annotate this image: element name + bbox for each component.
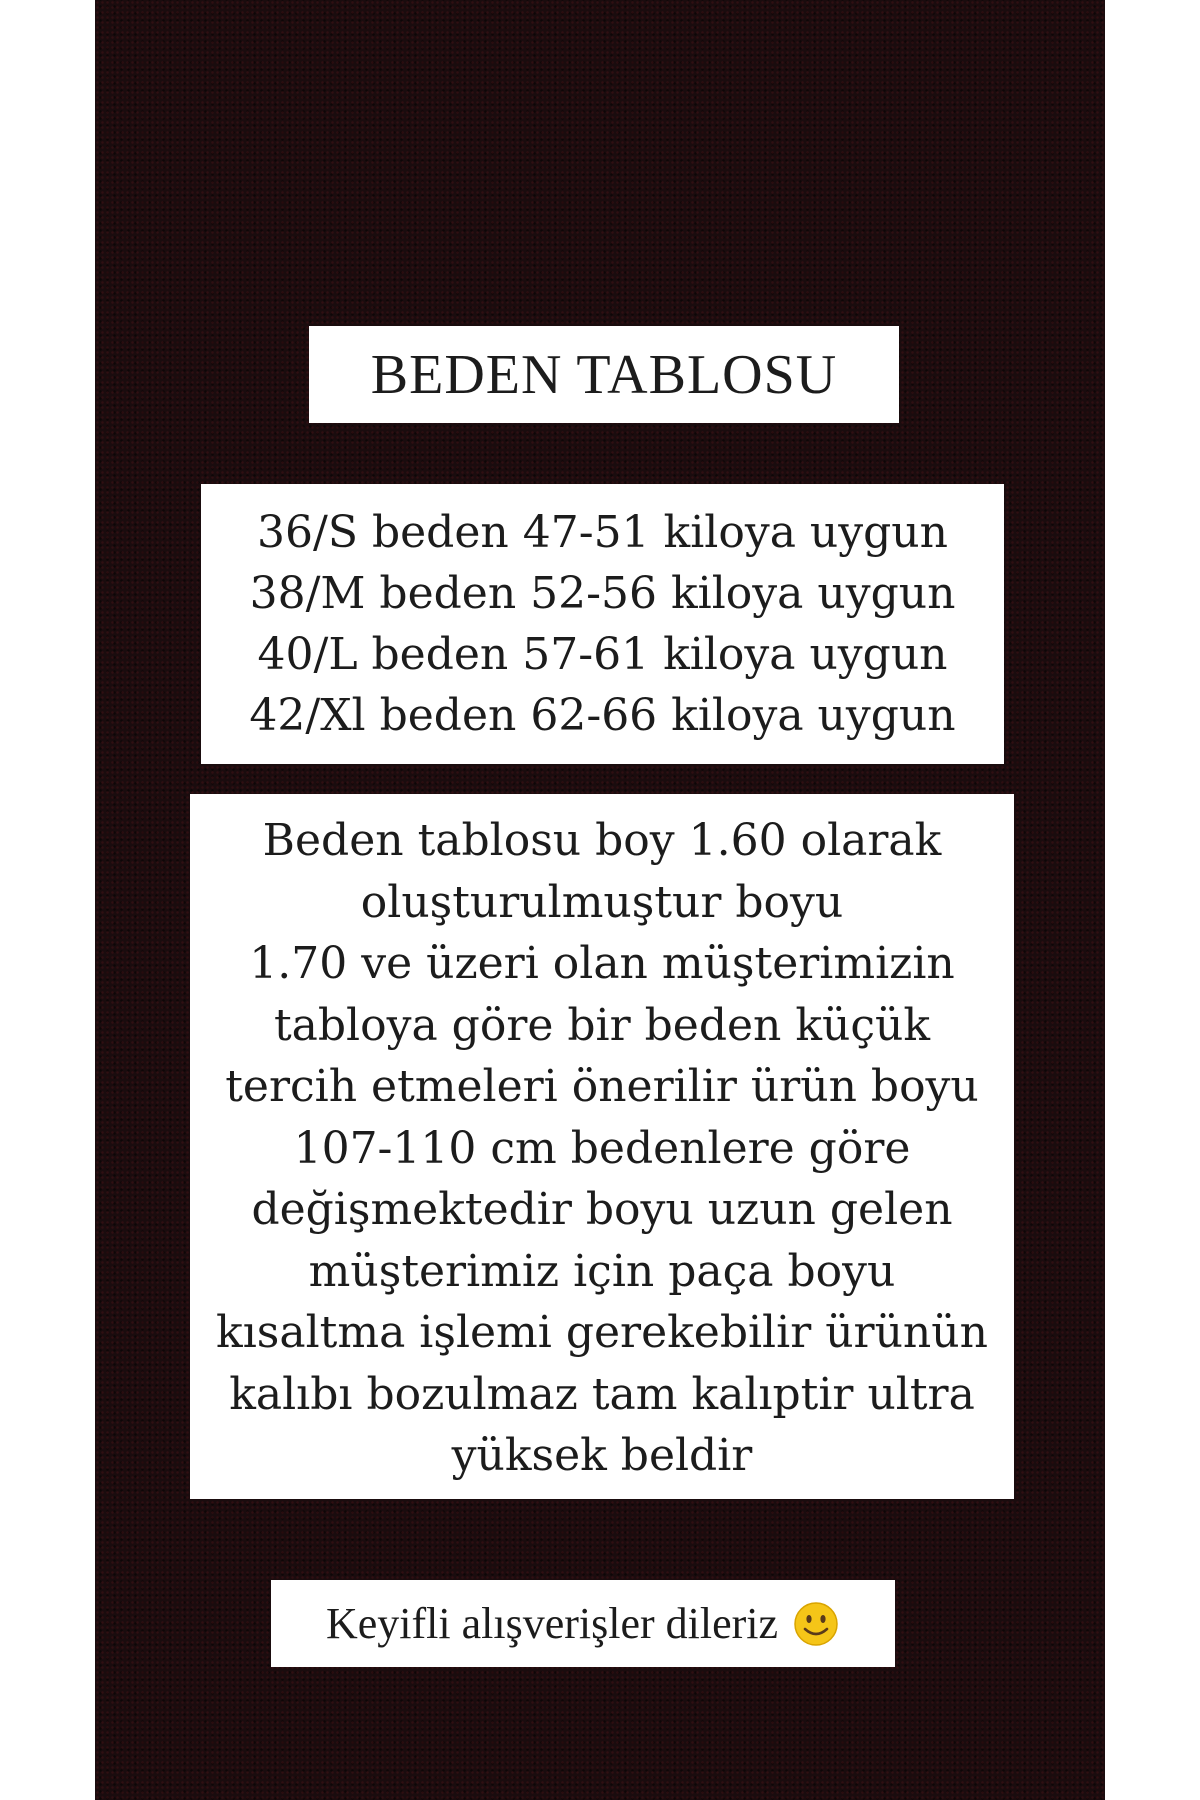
- closing-box: [271, 1580, 895, 1667]
- info-line: değişmektedir boyu uzun gelen: [251, 1184, 953, 1235]
- size-table: [201, 484, 1004, 764]
- title-box: [309, 326, 899, 423]
- info-line: kalıbı bozulmaz tam kalıptir ultra: [229, 1368, 975, 1420]
- size-row: 42/Xl beden 62-66 kiloya uygun: [249, 690, 956, 741]
- size-row: 38/M beden 52-56 kiloya uygun: [249, 568, 956, 619]
- closing-text: Keyifli alışverişler dileriz: [325, 1599, 779, 1648]
- info-line: kısaltma işlemi gerekebilir ürünün: [216, 1307, 988, 1358]
- info-line: oluşturulmuştur boyu: [360, 876, 844, 928]
- closing-message: [326, 1598, 840, 1649]
- info-line: Beden tablosu boy 1.60 olarak: [262, 815, 942, 866]
- info-line: müşterimiz için paça boyu: [308, 1245, 896, 1297]
- info-line: yüksek beldir: [451, 1430, 753, 1481]
- info-line: 107-110 cm bedenlere göre: [293, 1122, 911, 1174]
- info-line: tercih etmeleri önerilir ürün boyu: [225, 1061, 979, 1112]
- size-row: 36/S beden 47-51 kiloya uygun: [257, 507, 948, 558]
- info-line: 1.70 ve üzeri olan müşterimizin: [249, 938, 955, 989]
- smile-icon: [792, 1600, 840, 1648]
- size-row: 40/L beden 57-61 kiloya uygun: [257, 629, 948, 680]
- info-line: tabloya göre bir beden küçük: [273, 999, 931, 1051]
- page-title: BEDEN TABLOSU: [370, 343, 838, 406]
- info-box: [190, 794, 1014, 1499]
